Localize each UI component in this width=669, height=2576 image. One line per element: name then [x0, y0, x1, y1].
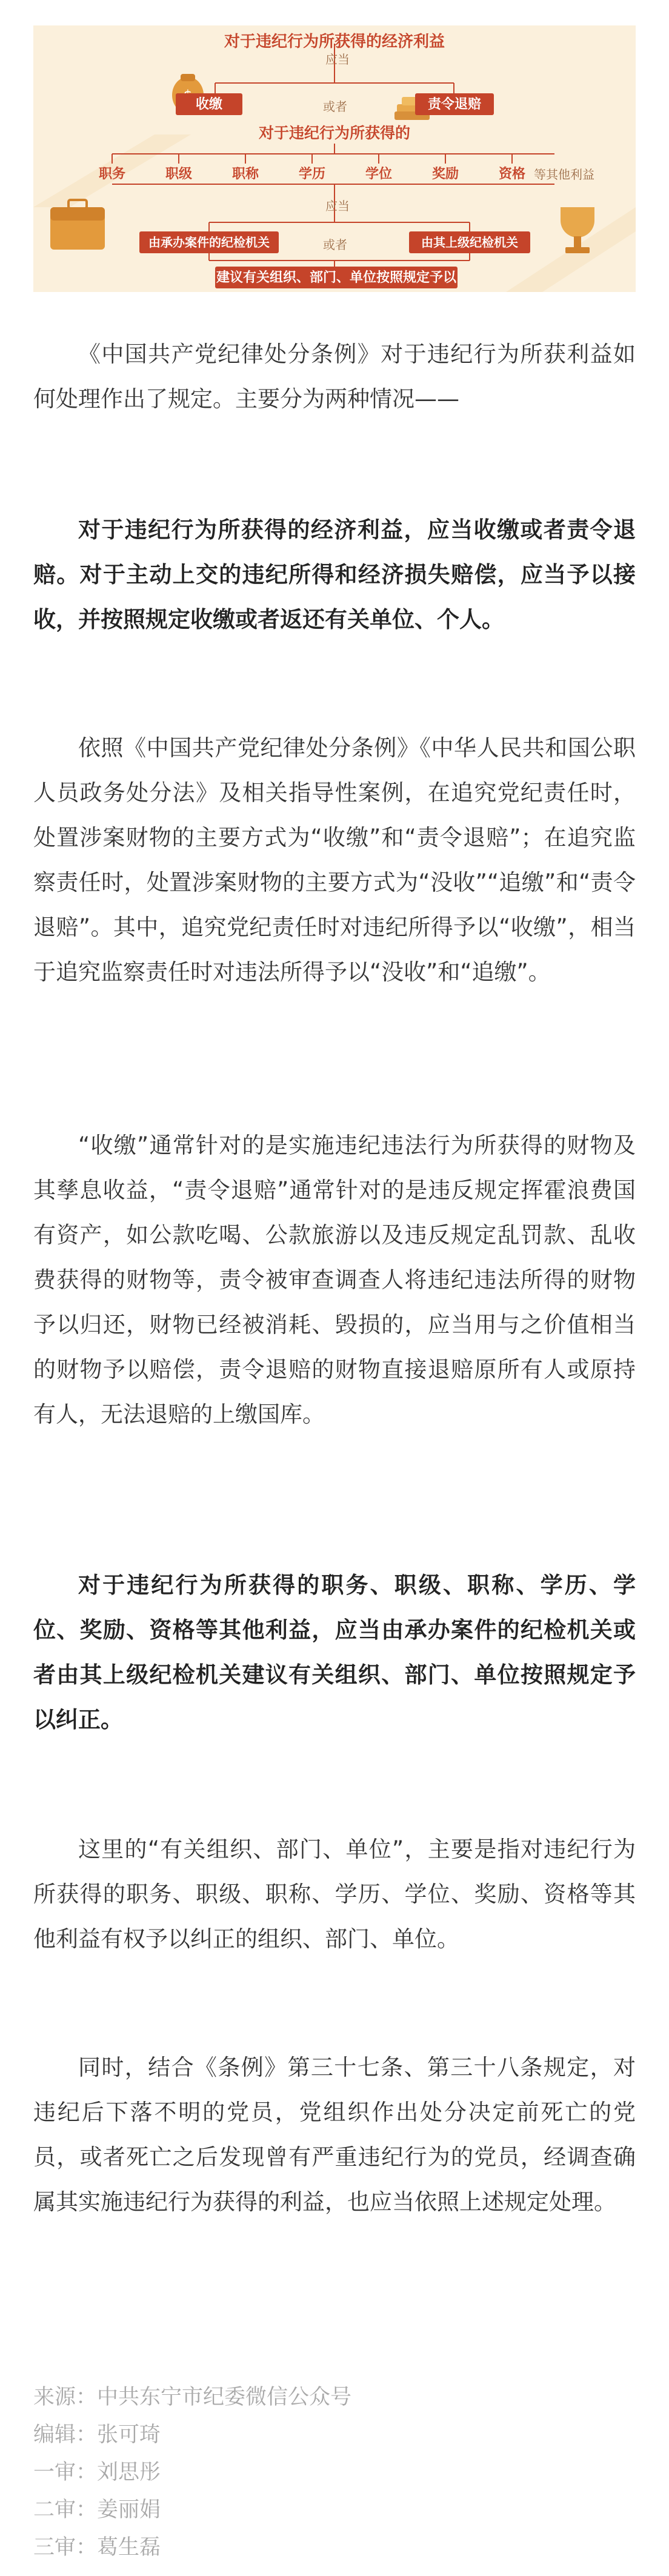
paragraph-special-cases: 同时，结合《条例》第三十七条、第三十八条规定，对违纪后下落不明的党员，党组织作出处分决定前死亡的党员，或者死亡之后发现曾有严重违纪行为的党员，经调查确属其实施违纪行为获得的利益，也应当依照上述规定处理。	[33, 2054, 636, 2215]
paragraph-other-benefits: 对于违纪行为所获得的职务、职级、职称、学历、学位、奖励、资格等其他利益，应当由承办案件的纪检机关或者由其上级纪检机关建议有关组织、部门、单位按照规定予以纠正。	[33, 1572, 636, 1733]
briefcase-icon	[50, 200, 105, 250]
credit-third-review: 三审：葛生磊	[33, 2535, 161, 2560]
benefit-suffix: 等其他利益	[534, 167, 594, 182]
benefit-item: 职称	[232, 166, 259, 182]
correction-banner: 建议有关组织、部门、单位按照规定予以纠正	[215, 267, 458, 288]
paragraph-legal-basis: 依照《中国共产党纪律处分条例》《中华人民共和国公职人员政务处分法》及相关指导性案例，在追究党纪责任时，处置涉案财物的主要方式为“收缴”和“责令退赔”；在追究监察责任时，处置涉案财物的主要方式为“没收”“追缴”和“责令退赔”。其中，追究党纪责任时对违纪所得予以“收缴”，相当于追究监察责任时对违法所得予以“没收”和“追缴”。	[33, 735, 636, 985]
benefit-item: 职务	[99, 166, 126, 182]
paragraph-relevant-orgs: 这里的“有关组织、部门、单位”，主要是指对违纪行为所获得的职务、职级、职称、学历、学位、奖励、资格等其他利益有权予以纠正的组织、部门、单位。	[33, 1836, 636, 1952]
infographic	[33, 25, 636, 307]
benefit-item: 学历	[299, 166, 326, 182]
benefit-item: 学位	[365, 166, 393, 182]
collect-box: 收缴	[176, 93, 242, 115]
credit-first-review: 一审：刘思彤	[33, 2460, 161, 2485]
organ-box-right: 由其上级纪检机关	[409, 231, 530, 253]
credit-second-review: 二审：姜丽娟	[33, 2498, 161, 2522]
infographic-or-1: 或者	[323, 99, 347, 114]
paragraph-economic-benefits: 对于违纪行为所获得的经济利益，应当收缴或者责令退赔。对于主动上交的违纪所得和经济损失赔偿，应当予以接收，并按照规定收缴或者返还有关单位、个人。	[33, 517, 636, 632]
credits	[33, 2378, 636, 2566]
credit-editor: 编辑：张可琦	[33, 2423, 161, 2447]
infographic-should-2: 应当	[325, 199, 350, 213]
infographic-should-1: 应当	[325, 52, 350, 67]
order-compensation-box: 责令退赔	[415, 93, 494, 115]
organ-box-left: 由承办案件的纪检机关	[139, 231, 279, 253]
infographic-title-top: 对于违纪行为所获得的经济利益	[224, 33, 445, 51]
infographic-title-mid: 对于违纪行为所获得的	[258, 124, 410, 142]
benefit-item: 职级	[165, 166, 193, 182]
paragraph-collect-explanation: “收缴”通常针对的是实施违纪违法行为所获得的财物及其孳息收益，“责令退赔”通常针对的是违反规定挥霍浪费国有资产，如公款吃喝、公款旅游以及违反规定乱罚款、乱收费获得的财物等，责令被审查调查人将违纪违法所得的财物予以归还，财物已经被消耗、毁损的，应当用与之价值相当的财物予以赔偿，责令退赔的财物直接退赔原所有人或原持有人，无法退赔的上缴国库。	[33, 1132, 636, 1427]
credit-source: 来源：中共东宁市纪委微信公众号	[33, 2385, 352, 2409]
benefit-item: 奖励	[432, 166, 459, 182]
infographic-or-2: 或者	[323, 237, 347, 252]
paragraph-intro: 《中国共产党纪律处分条例》对于违纪行为所获利益如何处理作出了规定。主要分为两种情况——	[33, 341, 636, 412]
benefit-item: 资格	[499, 166, 526, 182]
